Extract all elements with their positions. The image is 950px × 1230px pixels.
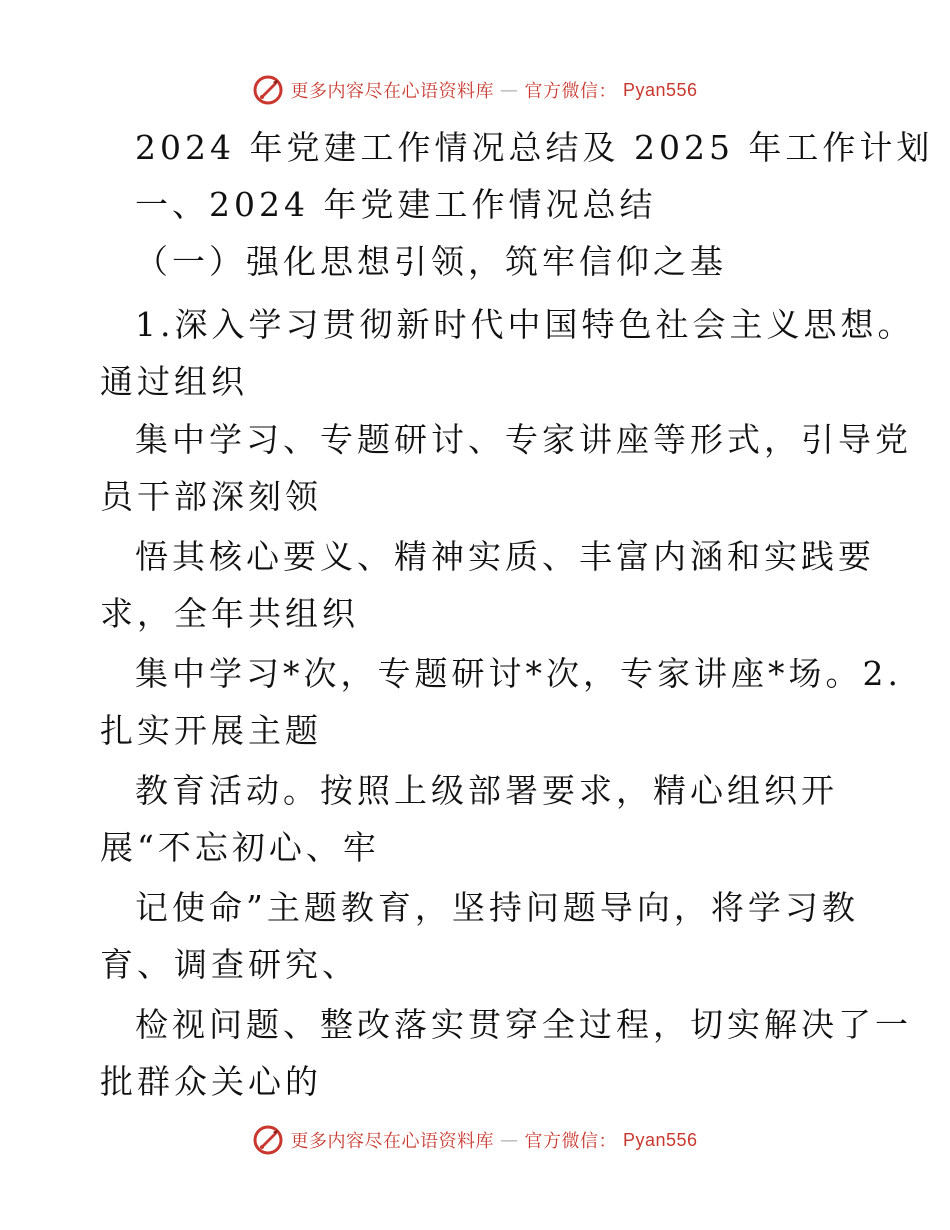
paragraph-line: 悟其核心要义、精神实质、丰富内涵和实践要 bbox=[135, 537, 875, 576]
watermark-separator: — bbox=[499, 79, 519, 101]
paragraph-line: 员干部深刻领 bbox=[100, 477, 322, 516]
watermark-wechat-label: 官方微信： bbox=[524, 81, 617, 102]
watermark-logo-icon bbox=[252, 1124, 284, 1156]
paragraph-line: 教育活动。按照上级部署要求，精心组织开 bbox=[135, 771, 838, 810]
paragraph-line: 集中学习*次，专题研讨*次，专家讲座*场。2. bbox=[135, 654, 902, 693]
paragraph-line: 通过组织 bbox=[100, 362, 248, 401]
watermark-wechat-id: Pyan556 bbox=[622, 1129, 698, 1150]
watermark-separator: — bbox=[499, 1129, 519, 1151]
watermark-wechat-id: Pyan556 bbox=[622, 79, 698, 100]
paragraph-line: 1.深入学习贯彻新时代中国特色社会主义思想。 bbox=[135, 305, 915, 344]
paragraph-line: 检视问题、整改落实贯穿全过程，切实解决了一 bbox=[135, 1005, 912, 1044]
watermark-content bbox=[252, 1124, 697, 1156]
subsection-heading: （一）强化思想引领，筑牢信仰之基 bbox=[135, 242, 727, 281]
paragraph-line: 求，全年共组织 bbox=[100, 594, 359, 633]
paragraph-line: 扎实开展主题 bbox=[100, 711, 322, 750]
section-heading: 一、2024 年党建工作情况总结 bbox=[135, 185, 657, 224]
paragraph-line: 育、调查研究、 bbox=[100, 945, 359, 984]
watermark-banner-bottom bbox=[0, 1120, 950, 1160]
watermark-wechat-label: 官方微信： bbox=[524, 1131, 617, 1152]
document-title: 2024 年党建工作情况总结及 2025 年工作计划 bbox=[135, 128, 934, 167]
paragraph-line: 记使命”主题教育，坚持问题导向，将学习教 bbox=[135, 888, 859, 927]
paragraph-line: 展“不忘初心、牢 bbox=[100, 828, 380, 867]
paragraph-line: 批群众关心的 bbox=[100, 1062, 322, 1101]
paragraph-line: 集中学习、专题研讨、专家讲座等形式，引导党 bbox=[135, 420, 912, 459]
watermark-text: 更多内容尽在心语资料库 bbox=[290, 81, 494, 102]
watermark-text: 更多内容尽在心语资料库 bbox=[290, 1131, 494, 1152]
